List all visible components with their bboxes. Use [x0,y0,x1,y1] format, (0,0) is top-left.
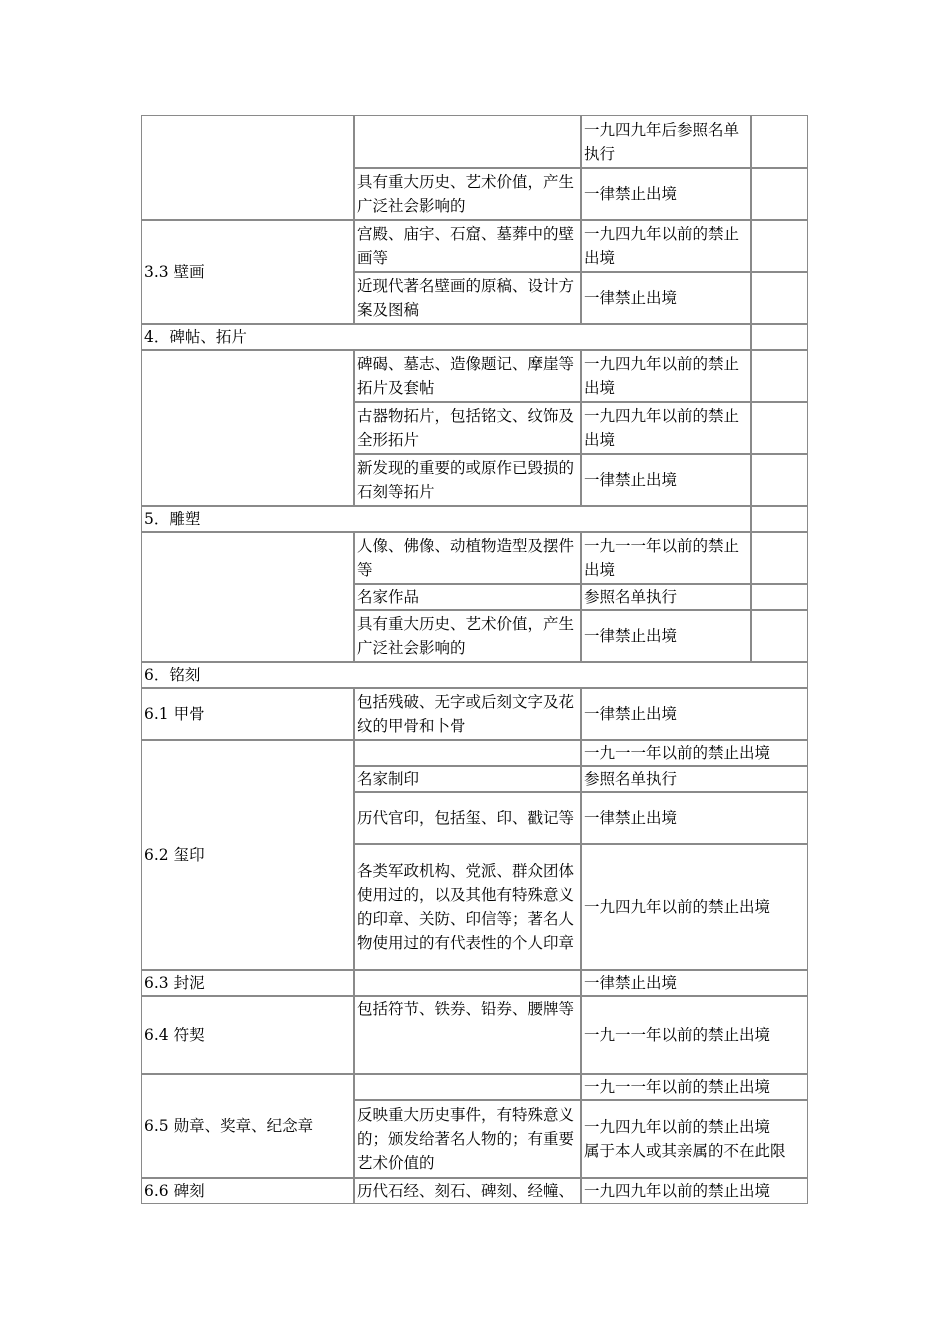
empty-cell [751,402,808,454]
description-cell: 包括残破、无字或后刻文字及花纹的甲骨和卜骨 [354,688,581,740]
table-row [141,324,808,350]
table-row [141,970,808,996]
description-cell: 宫殿、庙宇、石窟、墓葬中的壁画等 [354,220,581,272]
table-row [141,1178,808,1204]
section-heading-cell: 4．碑帖、拓片 [141,324,751,350]
description-cell: 各类军政机构、党派、群众团体使用过的，以及其他有特殊意义的印章、关防、印信等；著名人物使用过的有代表性的个人印章 [354,844,581,970]
description-cell: 人像、佛像、动植物造型及摆件等 [354,532,581,584]
description-cell [354,740,581,766]
description-cell: 名家制印 [354,766,581,792]
export-restriction-table [141,115,808,1204]
restriction-cell: 一九四九年以前的禁止出境 [581,1178,808,1204]
restriction-cell: 一律禁止出境 [581,454,751,506]
description-cell [354,1074,581,1100]
description-cell [354,970,581,996]
description-cell: 反映重大历史事件，有特殊意义的；颁发给著名人物的；有重要艺术价值的 [354,1100,581,1178]
table-row [141,662,808,688]
empty-cell [751,350,808,402]
restriction-cell: 一律禁止出境 [581,610,751,662]
restriction-cell: 一律禁止出境 [581,970,808,996]
table-row [141,115,808,168]
table-row [141,740,808,766]
empty-cell [751,532,808,584]
description-cell: 历代石经、刻石、碑刻、经幢、 [354,1178,581,1204]
restriction-cell: 一律禁止出境 [581,792,808,844]
empty-cell [751,506,808,532]
description-cell: 包括符节、铁券、铅券、腰牌等 [354,996,581,1074]
restriction-line: 一九四九年以前的禁止出境 [584,1118,771,1136]
category-cell: 6.6 碑刻 [141,1178,354,1204]
description-cell: 新发现的重要的或原作已毁损的石刻等拓片 [354,454,581,506]
section-heading-cell: 5．雕塑 [141,506,751,532]
category-cell: 3.3 壁画 [141,220,354,324]
empty-cell [751,168,808,220]
table-row [141,532,808,584]
restriction-cell: 一九四九年以前的禁止出境 [581,220,751,272]
description-cell: 具有重大历史、艺术价值，产生广泛社会影响的 [354,610,581,662]
description-cell: 古器物拓片，包括铭文、纹饰及全形拓片 [354,402,581,454]
restriction-cell: 一律禁止出境 [581,272,751,324]
table-row [141,996,808,1074]
restriction-cell [581,1100,808,1178]
restriction-cell: 一九四九年以前的禁止出境 [581,350,751,402]
restriction-cell: 参照名单执行 [581,584,751,610]
restriction-cell: 一九四九年以前的禁止出境 [581,844,808,970]
empty-cell [751,220,808,272]
restriction-cell: 一律禁止出境 [581,688,808,740]
table-row [141,350,808,402]
description-cell [354,115,581,168]
table-row [141,688,808,740]
restriction-cell: 一九一一年以前的禁止出境 [581,532,751,584]
restriction-cell: 一九四九年后参照名单执行 [581,115,751,168]
empty-cell [751,272,808,324]
empty-cell [751,584,808,610]
category-cell [141,532,354,662]
empty-cell [751,115,808,168]
table-row [141,220,808,272]
category-cell: 6.5 勋章、奖章、纪念章 [141,1074,354,1178]
category-cell: 6.1 甲骨 [141,688,354,740]
category-cell [141,115,354,220]
restriction-cell: 参照名单执行 [581,766,808,792]
empty-cell [751,610,808,662]
category-cell: 6.3 封泥 [141,970,354,996]
category-cell: 6.4 符契 [141,996,354,1074]
empty-cell [751,324,808,350]
restriction-cell: 一九四九年以前的禁止出境 [581,402,751,454]
restriction-cell: 一律禁止出境 [581,168,751,220]
restriction-line: 属于本人或其亲属的不在此限 [584,1142,786,1160]
table-row [141,1074,808,1100]
description-cell: 历代官印，包括玺、印、戳记等 [354,792,581,844]
description-cell: 近现代著名壁画的原稿、设计方案及图稿 [354,272,581,324]
category-cell [141,350,354,506]
description-cell: 名家作品 [354,584,581,610]
table-row [141,506,808,532]
restriction-cell: 一九一一年以前的禁止出境 [581,996,808,1074]
category-cell: 6.2 玺印 [141,740,354,970]
restriction-cell: 一九一一年以前的禁止出境 [581,1074,808,1100]
description-cell: 具有重大历史、艺术价值，产生广泛社会影响的 [354,168,581,220]
restriction-cell: 一九一一年以前的禁止出境 [581,740,808,766]
section-heading-cell: 6．铭刻 [141,662,808,688]
description-cell: 碑碣、墓志、造像题记、摩崖等拓片及套帖 [354,350,581,402]
empty-cell [751,454,808,506]
